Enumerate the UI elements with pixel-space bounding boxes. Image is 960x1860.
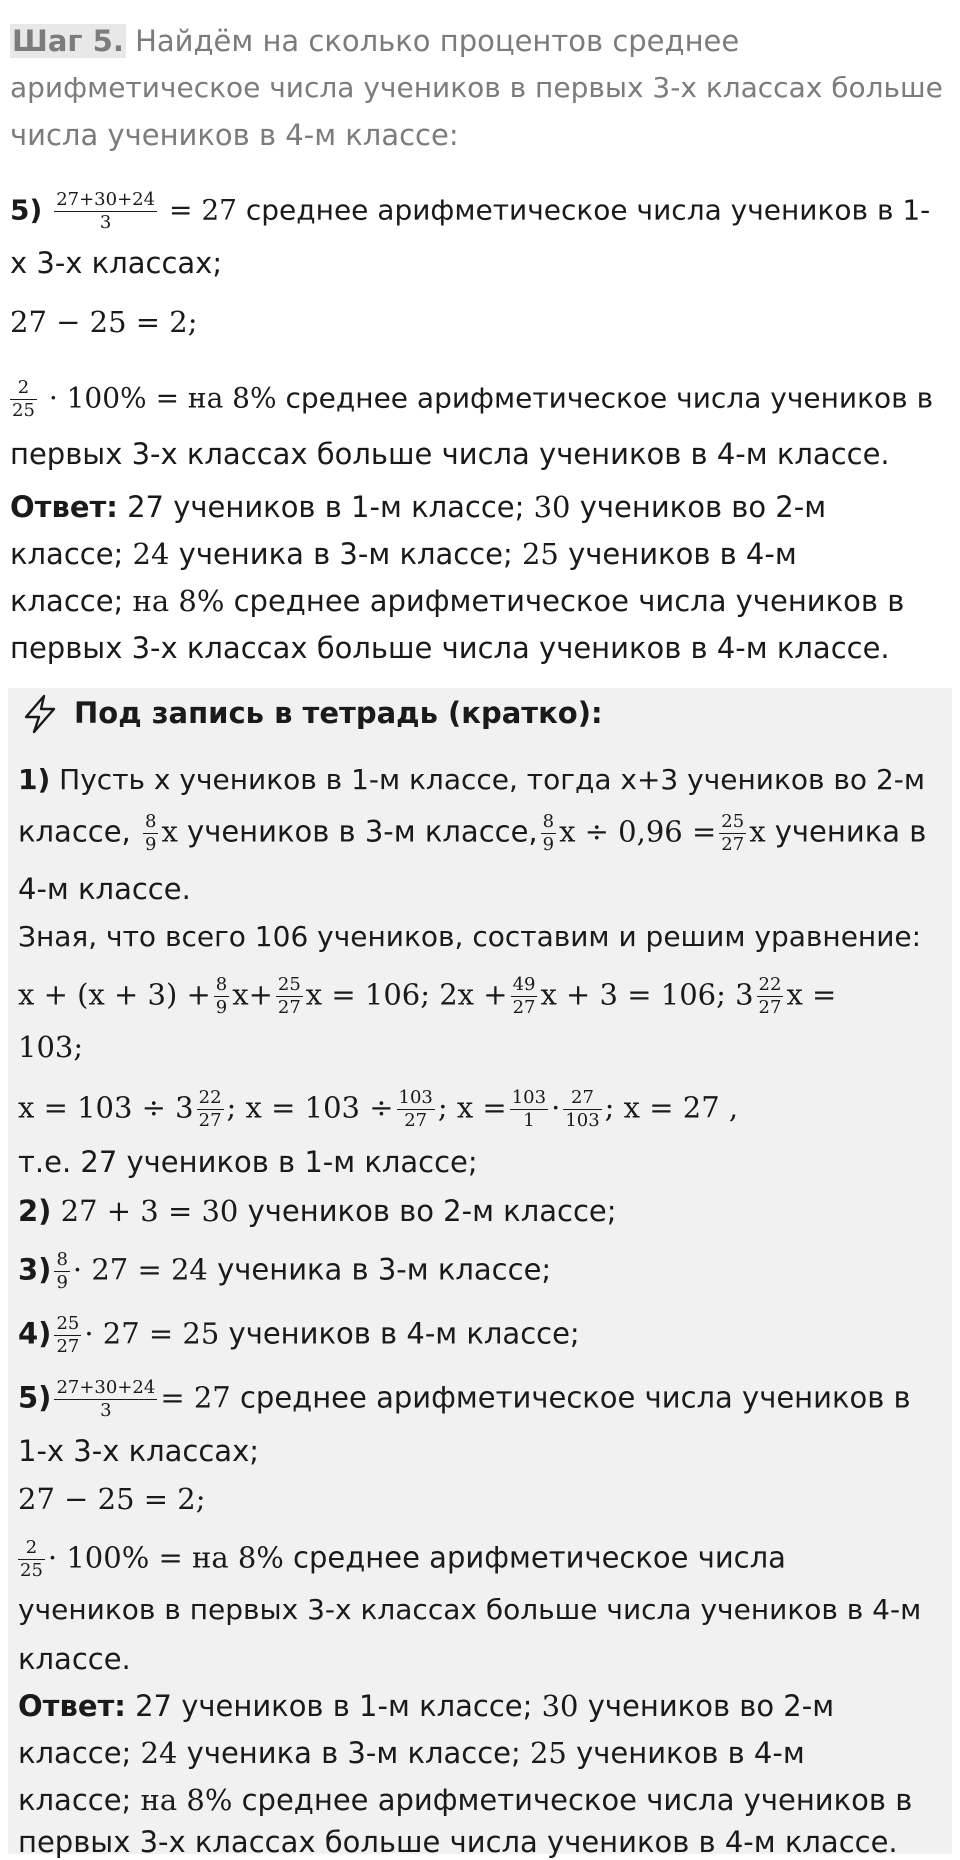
math-variable: x: [161, 814, 178, 849]
math-expression: 27 + 3 = 30: [51, 1194, 239, 1228]
math-value: на 8%: [132, 584, 225, 618]
fraction: [197, 1088, 224, 1131]
text: учеников во 2-м: [570, 490, 827, 524]
math-expression: ; x = 27 ,: [604, 1090, 739, 1125]
fraction-denominator: 9: [145, 834, 157, 855]
fraction-denominator: 9: [56, 1272, 68, 1293]
fraction: [54, 1250, 69, 1293]
math-expression: · 100% = на 8%: [47, 1540, 284, 1575]
percent-line-1: [10, 378, 933, 421]
math-expression: ; x = 103 ÷: [226, 1090, 394, 1125]
fraction-numerator: 27: [563, 1088, 601, 1110]
step-label: Шаг 5.: [12, 24, 124, 58]
fraction: [397, 1088, 435, 1131]
nb-item-2: [18, 1194, 617, 1228]
math-value: 24: [132, 537, 170, 571]
fraction-denominator: 3: [100, 1400, 112, 1421]
fraction-denominator: 27: [512, 997, 536, 1018]
fraction-denominator: 9: [542, 834, 555, 855]
text: среднее арифметическое числа учеников в: [230, 1380, 911, 1415]
nb-percent-line-3: классе.: [18, 1642, 131, 1676]
text: классе;: [18, 1736, 141, 1770]
text: ученика в 3-м классе;: [177, 1736, 530, 1770]
nb-answer-line-3: [18, 1783, 912, 1817]
math-value: 24: [140, 1736, 178, 1770]
math-variable: x: [749, 814, 766, 849]
fraction-numerator: 27+30+24: [56, 1377, 156, 1398]
fraction-denominator: 3: [99, 212, 112, 233]
math-expression: x = 103 ÷ 3: [18, 1090, 194, 1125]
fraction-denominator: 27: [56, 1336, 80, 1357]
math-value: 30: [533, 490, 571, 524]
math-expression: x = 106; 2x +: [305, 977, 508, 1012]
fraction: [757, 975, 784, 1018]
math-expression: = 27: [160, 1380, 231, 1415]
fraction-numerator: 8: [215, 974, 228, 995]
fraction-numerator: 2: [18, 1538, 45, 1560]
answer-line-2: [10, 537, 797, 571]
fraction: [276, 975, 303, 1018]
fraction-numerator: 103: [398, 1087, 433, 1108]
fraction: [54, 1378, 157, 1421]
text: классе;: [10, 537, 133, 571]
answer-label: Ответ:: [18, 1689, 126, 1723]
nb-item-5: [18, 1378, 911, 1421]
fraction: [18, 1538, 45, 1581]
text: среднее арифметическое числа учеников в: [224, 584, 905, 618]
nb-item-5-cont: 1-х 3-х классах;: [18, 1434, 260, 1468]
text: среднее арифметическое числа учеников в 1-: [236, 193, 931, 227]
text: ученика в 3-м классе;: [207, 1252, 552, 1287]
nb-line-4: Зная, что всего 106 учеников, составим и решим уравнение:: [18, 920, 922, 953]
fraction-numerator: 8: [56, 1249, 68, 1270]
text: учеников в 3-м классе,: [177, 814, 538, 849]
nb-line-3: 4-м классе.: [18, 872, 191, 906]
fraction-denominator: 27: [198, 1110, 222, 1131]
answer-label: Ответ:: [10, 490, 118, 524]
fraction-denominator: 27: [758, 997, 782, 1018]
nb-equation-2: [18, 1088, 738, 1131]
nb-percent-line-1: [18, 1538, 786, 1581]
item-5-line-1: [10, 190, 930, 233]
text: среднее арифметическое числа учеников в: [276, 381, 934, 415]
fraction: [54, 1314, 81, 1357]
fraction-numerator: 25: [721, 811, 745, 832]
nb-answer-line-4: первых 3-х классах больше числа учеников в 4-м классе.: [18, 1825, 898, 1859]
nb-line-2: [18, 812, 926, 855]
math-expression: · 27 = 24: [72, 1252, 208, 1287]
math-value: 25: [521, 537, 559, 571]
text: 27 учеников в 1-м классе;: [117, 490, 534, 524]
fraction: [510, 1088, 548, 1131]
text: среднее арифметическое числа: [283, 1540, 786, 1575]
item-number: 1): [18, 763, 51, 796]
item-number: 2): [18, 1194, 52, 1228]
math-expression: · 100% = на 8%: [48, 381, 277, 415]
math-expression: ; x =: [437, 1090, 507, 1125]
answer-line-1: [10, 490, 826, 524]
text: учеников во 2-м: [578, 1689, 835, 1723]
item-number: 5): [10, 193, 43, 227]
fraction-denominator: 9: [215, 997, 228, 1018]
nb-equation-1-cont: 103;: [18, 1030, 84, 1064]
math-value: 30: [541, 1689, 579, 1723]
nb-item-4: [18, 1314, 580, 1357]
notebook-title: Под запись в тетрадь (кратко):: [74, 696, 603, 730]
fraction: [511, 975, 538, 1018]
math-value: на 8%: [140, 1783, 233, 1817]
percent-line-2: первых 3-х классах больше числа учеников в 4-м классе.: [10, 437, 890, 471]
math-value: 25: [529, 1736, 567, 1770]
math-expression: x + (x + 3) +: [18, 977, 211, 1012]
text: ученика в: [765, 814, 927, 849]
fraction-denominator: 27: [404, 1110, 428, 1131]
answer-line-4: первых 3-х классах больше числа учеников в 4-м классе.: [10, 631, 890, 665]
item-number: 3): [18, 1252, 52, 1287]
step-heading-line-1: [10, 24, 739, 58]
text: ученика в 3-м классе;: [169, 537, 522, 571]
nb-line-conclusion: т.е. 27 учеников в 1-м классе;: [18, 1145, 478, 1179]
answer-line-3: [10, 584, 904, 618]
text: среднее арифметическое числа учеников в: [232, 1783, 913, 1817]
step-text: Найдём на сколько процентов среднее: [135, 24, 740, 58]
item-number: 4): [18, 1316, 52, 1351]
text: классе,: [18, 814, 140, 849]
text: Пусть x учеников в 1-м классе, тогда x+3 учеников во 2-м: [50, 763, 925, 796]
fraction-denominator: 25: [12, 400, 35, 421]
fraction-numerator: 8: [145, 811, 157, 832]
math-expression: = 27: [168, 193, 237, 227]
fraction-numerator: 103: [511, 1087, 547, 1108]
fraction: [54, 190, 157, 233]
nb-answer-line-1: [18, 1689, 834, 1723]
step-heading-line-2: арифметическое числа учеников в первых 3-х классах больше: [10, 71, 943, 104]
fraction-numerator: 27+30+24: [56, 189, 156, 210]
fraction-numerator: 22: [198, 1087, 222, 1108]
fraction-denominator: 25: [20, 1560, 43, 1581]
step-heading-line-3: числа учеников в 4-м классе:: [10, 118, 459, 152]
text: учеников в 4-м классе;: [219, 1316, 580, 1351]
fraction: [541, 812, 556, 855]
nb-equation-1: [18, 975, 836, 1018]
text: учеников в 4-м: [558, 537, 797, 571]
fraction-numerator: 25: [277, 974, 301, 995]
text: учеников во 2-м классе;: [238, 1194, 617, 1228]
text: классе;: [18, 1783, 141, 1817]
fraction-numerator: 2: [10, 378, 37, 400]
text: 27 учеников в 1-м классе;: [125, 1689, 542, 1723]
math-expression: x + 3 = 106; 3: [540, 977, 754, 1012]
difference-equation: 27 − 25 = 2;: [10, 305, 198, 339]
fraction: [10, 378, 37, 421]
nb-line-1: [18, 763, 925, 797]
math-expression: x+: [232, 977, 273, 1012]
fraction: [719, 812, 746, 855]
fraction: [143, 812, 158, 855]
item-5-line-2: х 3-х классах;: [10, 246, 223, 280]
fraction-numerator: 8: [542, 811, 555, 832]
text: учеников в 4-м: [566, 1736, 805, 1770]
fraction-denominator: 27: [721, 834, 745, 855]
nb-percent-line-2: учеников в первых 3-х классах больше числа учеников в 4-м: [18, 1593, 922, 1626]
fraction: [214, 975, 229, 1018]
fraction-numerator: 22: [758, 974, 782, 995]
nb-answer-line-2: [18, 1736, 805, 1770]
text: классе;: [10, 584, 133, 618]
nb-item-3: [18, 1250, 551, 1293]
math-expression: ·: [551, 1090, 561, 1125]
item-number: 5): [18, 1380, 52, 1415]
fraction: [563, 1088, 601, 1131]
math-expression: · 27 = 25: [84, 1316, 220, 1351]
nb-difference: 27 − 25 = 2;: [18, 1482, 206, 1516]
fraction-denominator: 1: [523, 1110, 535, 1131]
fraction-denominator: 103: [565, 1110, 600, 1131]
math-expression: x =: [786, 977, 837, 1012]
fraction-denominator: 27: [277, 997, 301, 1018]
lightning-icon: [18, 692, 62, 736]
fraction-numerator: 49: [512, 974, 536, 995]
fraction-numerator: 25: [56, 1313, 80, 1334]
math-expression: x ÷ 0,96 =: [559, 814, 717, 849]
